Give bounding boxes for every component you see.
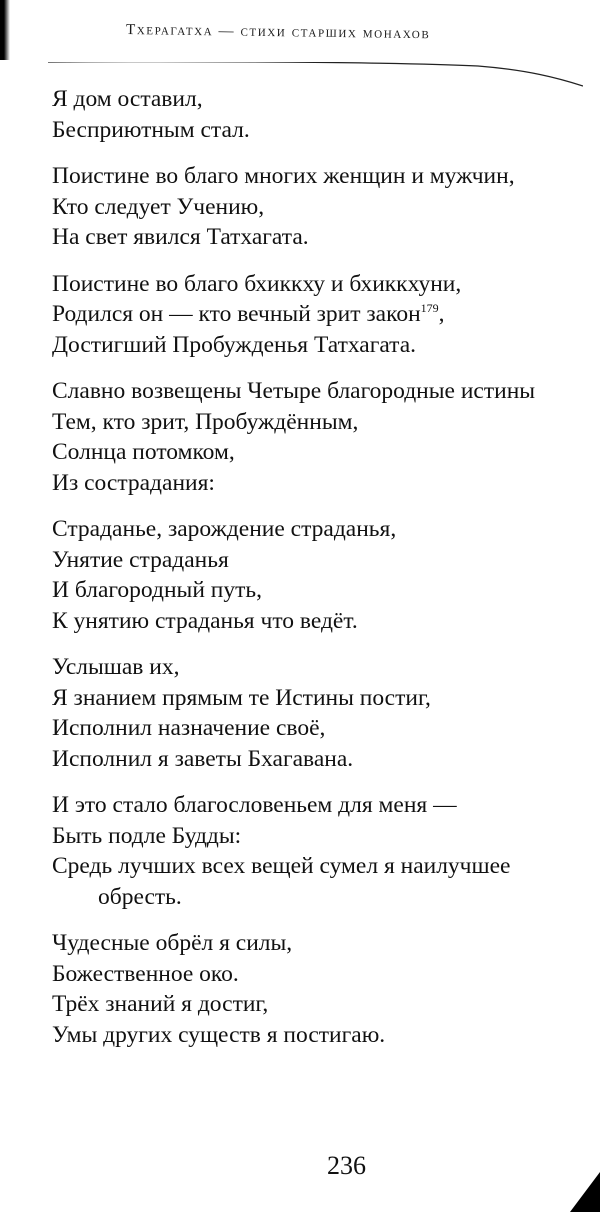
verse-line: Исполнил я заветы Бхагавана.	[52, 745, 354, 772]
verse-line: Трёх знаний я достиг,	[52, 991, 269, 1017]
stanza	[52, 84, 582, 145]
verse-line: Кто следует Учению,	[52, 193, 265, 220]
verse-line: Божественное око.	[52, 960, 239, 987]
stanza	[52, 514, 582, 636]
stanza	[52, 790, 582, 912]
verse-line: Достигший Пробужденья Татхагата.	[52, 331, 417, 358]
punctuation: ,	[438, 301, 445, 327]
verse-line-continuation: обресть.	[98, 883, 182, 910]
verse-line: Средь лучших всех вещей сумел я наилучшее	[52, 853, 511, 879]
verse-line: Унятие страданья	[52, 546, 229, 573]
verse-line: Умы других существ я постигаю.	[52, 1021, 386, 1048]
verse-line: Поистине во благо многих женщин и мужчин,	[52, 163, 515, 189]
verse-line: Поистине во благо бхиккху и бхиккхуни,	[52, 270, 462, 297]
verse-line: Чудесные обрёл я силы,	[52, 930, 293, 956]
verse-line: Из сострадания:	[52, 469, 215, 496]
verse-line: На свет явился Татхагата.	[52, 224, 309, 250]
poem-body	[52, 84, 582, 1066]
stanza	[52, 161, 582, 253]
scan-edge-shadow	[0, 0, 10, 60]
stanza	[52, 652, 582, 774]
stanza	[52, 269, 582, 361]
verse-line: Солнца потомком,	[52, 439, 235, 465]
footnote-ref[interactable]: 179	[420, 301, 439, 316]
verse-line: Быть подле Будды:	[52, 822, 242, 849]
verse-line: Исполнил назначение своё,	[52, 715, 326, 741]
verse-line: Я знанием прямым те Истины постиг,	[52, 684, 431, 711]
verse-line: Я дом оставил,	[52, 86, 203, 112]
stanza	[52, 928, 582, 1050]
running-header: Тхерагатха — стихи старших монахов	[125, 22, 431, 43]
verse-line: И благородный путь,	[52, 577, 262, 603]
verse-line: К унятию страданья что ведёт.	[52, 607, 358, 634]
stanza	[52, 376, 582, 498]
verse-line: И это стало благословеньем для меня —	[52, 792, 457, 818]
verse-text: Родился он — кто вечный зрит закон	[52, 301, 421, 327]
page-number: 236	[327, 1151, 366, 1180]
verse-line: Страданье, зарождение страданья,	[52, 516, 397, 542]
verse-line: Бесприютным стал.	[52, 116, 250, 143]
verse-line: Славно возвещены Четыре благородные истины	[52, 378, 536, 404]
verse-line-with-footnote	[52, 299, 582, 330]
verse-line: Услышав их,	[52, 654, 180, 680]
scan-corner-shadow	[570, 1172, 600, 1212]
verse-line: Тем, кто зрит, Пробуждённым,	[52, 408, 359, 435]
